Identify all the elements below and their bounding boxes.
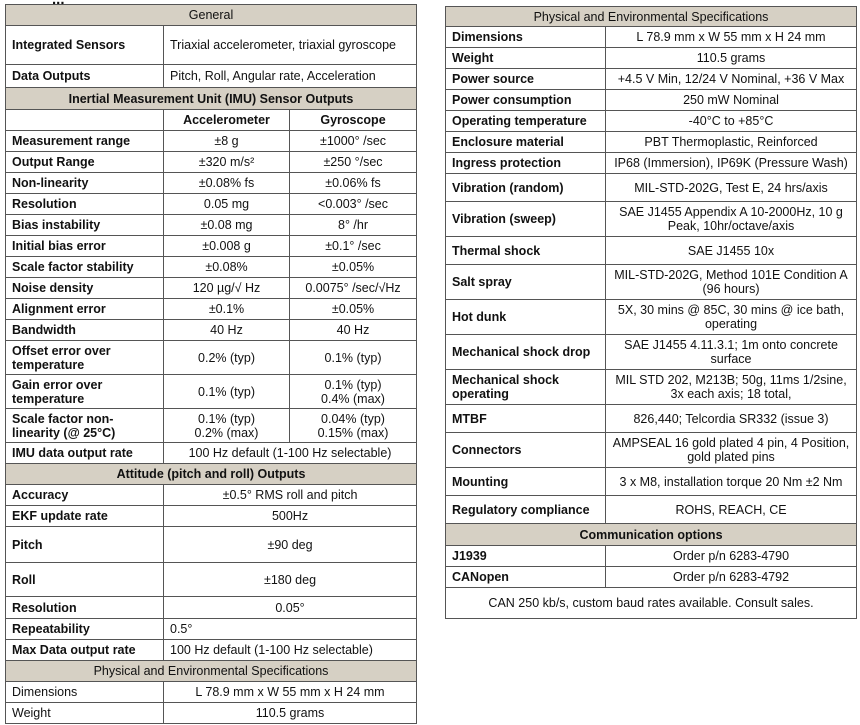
accelerometer-value: ±8 g xyxy=(164,131,290,152)
row-label: Scale factor stability xyxy=(6,257,164,278)
row-label: IMU data output rate xyxy=(6,443,164,464)
gyroscope-value: ±250 °/sec xyxy=(290,152,417,173)
row-value: SAE J1455 10x xyxy=(606,237,857,265)
imu-row xyxy=(6,278,417,299)
physical-row xyxy=(446,90,857,111)
row-value: 110.5 grams xyxy=(606,48,857,69)
imu-row xyxy=(6,194,417,215)
communication-note: CAN 250 kb/s, custom baud rates available. Consult sales. xyxy=(446,588,857,619)
row-value: 3 x M8, installation torque 20 Nm ±2 Nm xyxy=(606,468,857,496)
row-label: Mechanical shock drop xyxy=(446,335,606,370)
row-label: J1939 xyxy=(446,546,606,567)
row-label: Resolution xyxy=(6,597,164,619)
row-label: Data Outputs xyxy=(6,65,164,88)
imu-row xyxy=(6,375,417,409)
gyroscope-value: <0.003° /sec xyxy=(290,194,417,215)
row-value: Order p/n 6283-4792 xyxy=(606,567,857,588)
imu-spec-table xyxy=(5,4,417,724)
row-label: Thermal shock xyxy=(446,237,606,265)
row-label: Salt spray xyxy=(446,265,606,300)
row-value: -40°C to +85°C xyxy=(606,111,857,132)
section-header-physical: Physical and Environmental Specifications xyxy=(446,7,857,27)
physical-row xyxy=(446,468,857,496)
physical-row xyxy=(446,496,857,524)
physical-row xyxy=(446,174,857,202)
imu-row xyxy=(6,320,417,341)
imu-row xyxy=(6,257,417,278)
gyroscope-value: 40 Hz xyxy=(290,320,417,341)
section-header-communication: Communication options xyxy=(446,524,857,546)
row-label: Repeatability xyxy=(6,619,164,640)
row-label: Output Range xyxy=(6,152,164,173)
imu-rows xyxy=(6,131,417,443)
row-label: CANopen xyxy=(446,567,606,588)
row-value: IP68 (Immersion), IP69K (Pressure Wash) xyxy=(606,153,857,174)
accelerometer-value: 0.1% (typ) 0.2% (max) xyxy=(164,409,290,443)
accelerometer-value: ±320 m/s² xyxy=(164,152,290,173)
row-label: Max Data output rate xyxy=(6,640,164,661)
row-label: Pitch xyxy=(6,527,164,563)
row-label: Vibration (random) xyxy=(446,174,606,202)
physical-row xyxy=(446,300,857,335)
imu-row xyxy=(6,341,417,375)
row-value: MIL STD 202, M213B; 50g, 11ms 1/2sine, 3x each axis; 18 total, xyxy=(606,370,857,405)
physical-row xyxy=(446,27,857,48)
row-value: 500Hz xyxy=(164,506,417,527)
col-header-blank xyxy=(6,110,164,131)
row-label: Roll xyxy=(6,563,164,597)
accelerometer-value: 120 µg/√ Hz xyxy=(164,278,290,299)
row-value: Pitch, Roll, Angular rate, Acceleration xyxy=(164,65,417,88)
row-value: 0.05° xyxy=(164,597,417,619)
row-label: Operating temperature xyxy=(446,111,606,132)
row-label: Accuracy xyxy=(6,485,164,506)
row-value: +4.5 V Min, 12/24 V Nominal, +36 V Max xyxy=(606,69,857,90)
gyroscope-value: 0.1% (typ) 0.4% (max) xyxy=(290,375,417,409)
row-label: Non-linearity xyxy=(6,173,164,194)
accelerometer-value: 0.05 mg xyxy=(164,194,290,215)
physical-row xyxy=(446,69,857,90)
gyroscope-value: ±1000° /sec xyxy=(290,131,417,152)
imu-row xyxy=(6,131,417,152)
physical-row xyxy=(446,48,857,69)
row-value: Triaxial accelerometer, triaxial gyroscope xyxy=(164,26,417,65)
row-value: ±0.5° RMS roll and pitch xyxy=(164,485,417,506)
physical-spec-table xyxy=(445,6,857,619)
row-value: SAE J1455 Appendix A 10-2000Hz, 10 g Peak, 10hr/octave/axis xyxy=(606,202,857,237)
row-label: Bias instability xyxy=(6,215,164,236)
row-value: L 78.9 mm x W 55 mm x H 24 mm xyxy=(606,27,857,48)
row-value: ±180 deg xyxy=(164,563,417,597)
row-label: Dimensions xyxy=(446,27,606,48)
row-value: AMPSEAL 16 gold plated 4 pin, 4 Position, gold plated pins xyxy=(606,433,857,468)
row-label: Power consumption xyxy=(446,90,606,111)
row-label: Integrated Sensors xyxy=(6,26,164,65)
physical-row xyxy=(446,132,857,153)
row-value: 110.5 grams xyxy=(164,703,417,724)
physical-row xyxy=(446,405,857,433)
row-label: Hot dunk xyxy=(446,300,606,335)
row-label: Power source xyxy=(446,69,606,90)
gyroscope-value: 0.0075° /sec/√Hz xyxy=(290,278,417,299)
row-label: Connectors xyxy=(446,433,606,468)
row-label: Noise density xyxy=(6,278,164,299)
row-value: 100 Hz default (1-100 Hz selectable) xyxy=(164,443,417,464)
row-value: L 78.9 mm x W 55 mm x H 24 mm xyxy=(164,682,417,703)
row-value: ROHS, REACH, CE xyxy=(606,496,857,524)
accelerometer-value: 40 Hz xyxy=(164,320,290,341)
section-header-attitude: Attitude (pitch and roll) Outputs xyxy=(6,464,417,485)
section-header-imu: Inertial Measurement Unit (IMU) Sensor Outputs xyxy=(6,88,417,110)
imu-row xyxy=(6,152,417,173)
physical-row xyxy=(446,237,857,265)
row-label: Scale factor non-linearity (@ 25°C) xyxy=(6,409,164,443)
gyroscope-value: 0.1% (typ) xyxy=(290,341,417,375)
row-label: Mechanical shock operating xyxy=(446,370,606,405)
physical-row xyxy=(446,153,857,174)
row-label: Weight xyxy=(446,48,606,69)
row-value: PBT Thermoplastic, Reinforced xyxy=(606,132,857,153)
imu-row xyxy=(6,409,417,443)
accelerometer-value: ±0.08% fs xyxy=(164,173,290,194)
row-label: Ingress protection xyxy=(446,153,606,174)
row-label: Regulatory compliance xyxy=(446,496,606,524)
physical-rows xyxy=(446,27,857,524)
gyroscope-value: 0.04% (typ) 0.15% (max) xyxy=(290,409,417,443)
row-label: Offset error over temperature xyxy=(6,341,164,375)
imu-row xyxy=(6,173,417,194)
row-label: Gain error over temperature xyxy=(6,375,164,409)
gyroscope-value: ±0.06% fs xyxy=(290,173,417,194)
row-label: Mounting xyxy=(446,468,606,496)
physical-row xyxy=(446,335,857,370)
row-value: 250 mW Nominal xyxy=(606,90,857,111)
section-header-physical: Physical and Environmental Specifications xyxy=(6,661,417,682)
gyroscope-value: ±0.1° /sec xyxy=(290,236,417,257)
accelerometer-value: ±0.08% xyxy=(164,257,290,278)
row-label: Vibration (sweep) xyxy=(446,202,606,237)
accelerometer-value: 0.2% (typ) xyxy=(164,341,290,375)
col-header-gyroscope: Gyroscope xyxy=(290,110,417,131)
physical-row xyxy=(446,370,857,405)
accelerometer-value: ±0.08 mg xyxy=(164,215,290,236)
row-value: 0.5° xyxy=(164,619,417,640)
row-label: Weight xyxy=(6,703,164,724)
accelerometer-value: ±0.1% xyxy=(164,299,290,320)
accelerometer-value: ±0.008 g xyxy=(164,236,290,257)
row-value: ±90 deg xyxy=(164,527,417,563)
row-label: MTBF xyxy=(446,405,606,433)
gyroscope-value: ±0.05% xyxy=(290,257,417,278)
section-header-general: General xyxy=(6,5,417,26)
row-label: Enclosure material xyxy=(446,132,606,153)
row-label: Dimensions xyxy=(6,682,164,703)
row-value: SAE J1455 4.11.3.1; 1m onto concrete surface xyxy=(606,335,857,370)
imu-row xyxy=(6,215,417,236)
physical-row xyxy=(446,433,857,468)
row-value: Order p/n 6283-4790 xyxy=(606,546,857,567)
row-value: MIL-STD-202G, Test E, 24 hrs/axis xyxy=(606,174,857,202)
gyroscope-value: ±0.05% xyxy=(290,299,417,320)
col-header-accelerometer: Accelerometer xyxy=(164,110,290,131)
imu-row xyxy=(6,299,417,320)
row-value: 100 Hz default (1-100 Hz selectable) xyxy=(164,640,417,661)
row-label: EKF update rate xyxy=(6,506,164,527)
physical-row xyxy=(446,111,857,132)
row-label: Initial bias error xyxy=(6,236,164,257)
row-value: 826,440; Telcordia SR332 (issue 3) xyxy=(606,405,857,433)
row-label: Measurement range xyxy=(6,131,164,152)
physical-row xyxy=(446,202,857,237)
row-value: 5X, 30 mins @ 85C, 30 mins @ ice bath, operating xyxy=(606,300,857,335)
row-label: Resolution xyxy=(6,194,164,215)
row-label: Bandwidth xyxy=(6,320,164,341)
imu-row xyxy=(6,236,417,257)
physical-row xyxy=(446,265,857,300)
row-label: Alignment error xyxy=(6,299,164,320)
row-value: MIL-STD-202G, Method 101E Condition A (96 hours) xyxy=(606,265,857,300)
gyroscope-value: 8° /hr xyxy=(290,215,417,236)
accelerometer-value: 0.1% (typ) xyxy=(164,375,290,409)
